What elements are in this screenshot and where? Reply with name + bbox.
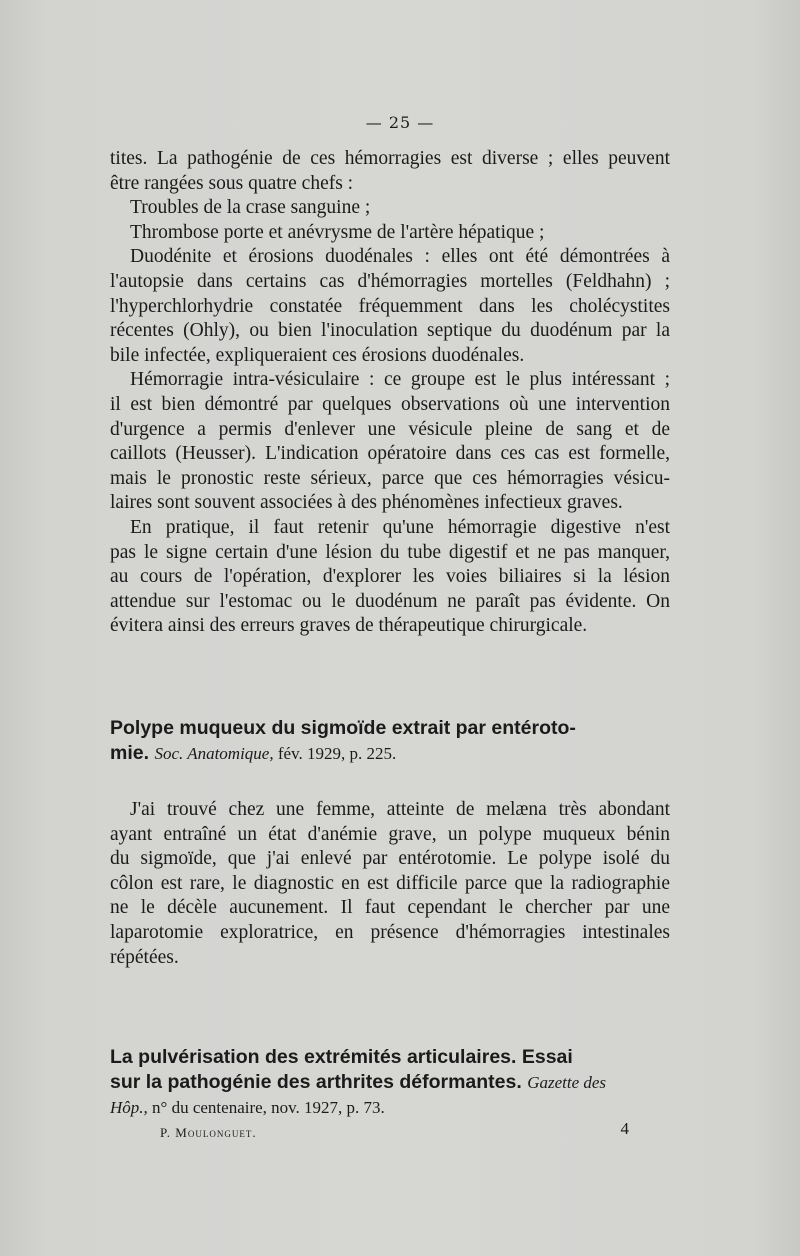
- article-1-source-journal: Soc. Anatomique,: [154, 744, 274, 763]
- text-line: l'hyperchlorhydrie constatée fréquemment dans les cholécystites: [110, 295, 670, 317]
- text-line: Thrombose porte et anévrysme de l'artère hépatique ;: [130, 221, 545, 243]
- text-line: au cours de l'opération, d'explorer les voies biliaires si la lésion: [110, 566, 670, 588]
- text-line: du sigmoïde, que j'ai enlevé par entérotomie. Le polype isolé du: [110, 848, 670, 870]
- text-line: bile infectée, expliqueraient ces érosions duodénales.: [110, 344, 525, 366]
- article-1-source-rest: fév. 1929, p. 225.: [277, 744, 397, 763]
- text-line: d'urgence a permis d'enlever une vésicule pleine de sang et de: [110, 418, 670, 440]
- text-line: pas le signe certain d'une lésion du tube digestif et ne pas manquer,: [110, 541, 670, 563]
- article-2-source-journal-a: Gazette des: [527, 1073, 607, 1092]
- text-line: attendue sur l'estomac ou le duodénum ne paraît pas évidente. On: [110, 590, 670, 612]
- article-1-title-line-2: mie.: [110, 742, 150, 764]
- text-line: répétées.: [110, 946, 179, 968]
- text-line: côlon est rare, le diagnostic en est difficile parce que la radiographie: [110, 872, 670, 894]
- text-line: Troubles de la crase sanguine ;: [130, 197, 371, 219]
- page-footer: [160, 1119, 630, 1141]
- page-number: — 25 —: [365, 113, 435, 132]
- text-line: J'ai trouvé chez une femme, atteinte de melæna très abondant: [130, 799, 670, 820]
- text-line: mais le pronostic reste sérieux, parce que ces hémorragies vésicu-: [110, 467, 670, 489]
- text-line: tites. La pathogénie de ces hémorragies est diverse ; elles peuvent: [110, 148, 670, 169]
- text-line: Duodénite et érosions duodénales : elles ont été démontrées à: [130, 246, 670, 268]
- text-line: évitera ainsi des erreurs graves de thérapeutique chirurgicale.: [110, 615, 588, 637]
- article-2-source-rest: n° du centenaire, nov. 1927, p. 73.: [152, 1098, 385, 1117]
- text-line: caillots (Heusser). L'indication opératoire dans ces cas est formelle,: [110, 443, 670, 465]
- text-line: laires sont souvent associées à des phénomènes infectieux graves.: [110, 492, 623, 514]
- sheet-number: 4: [620, 1119, 630, 1138]
- text-line: l'autopsie dans certains cas d'hémorragies mortelles (Feldhahn) ;: [110, 270, 670, 292]
- intro-text: [110, 147, 670, 639]
- article-1-body: [110, 798, 670, 970]
- text-line: En pratique, il faut retenir qu'une hémorragie digestive n'est: [130, 516, 670, 538]
- text-line: laparotomie exploratrice, en présence d'hémorragies intestinales: [110, 921, 670, 943]
- article-2-source-journal-b: Hôp.,: [110, 1098, 148, 1117]
- author-signature: P. Moulonguet.: [160, 1125, 257, 1140]
- text-line: il est bien démontré par quelques observations où une intervention: [110, 393, 670, 415]
- text-line: Hémorragie intra-vésiculaire : ce groupe est le plus intéressant ;: [130, 369, 670, 391]
- article-2-title-line-1: La pulvérisation des extrémités articulaires. Essai: [110, 1046, 573, 1068]
- text-line: être rangées sous quatre chefs :: [110, 172, 354, 194]
- text-line: ne le décèle aucunement. Il faut cependant le chercher par une: [110, 897, 670, 919]
- article-2-heading: [110, 1045, 670, 1120]
- text-line: récentes (Ohly), ou bien l'inoculation septique du duodénum par la: [110, 320, 670, 342]
- text-line: ayant entraîné un état d'anémie grave, un polype muqueux bénin: [110, 823, 670, 845]
- article-1-heading: [110, 716, 670, 766]
- article-1-title-line-1: Polype muqueux du sigmoïde extrait par entéroto-: [110, 717, 576, 739]
- article-2-title-line-2: sur la pathogénie des arthrites déformantes.: [110, 1071, 522, 1093]
